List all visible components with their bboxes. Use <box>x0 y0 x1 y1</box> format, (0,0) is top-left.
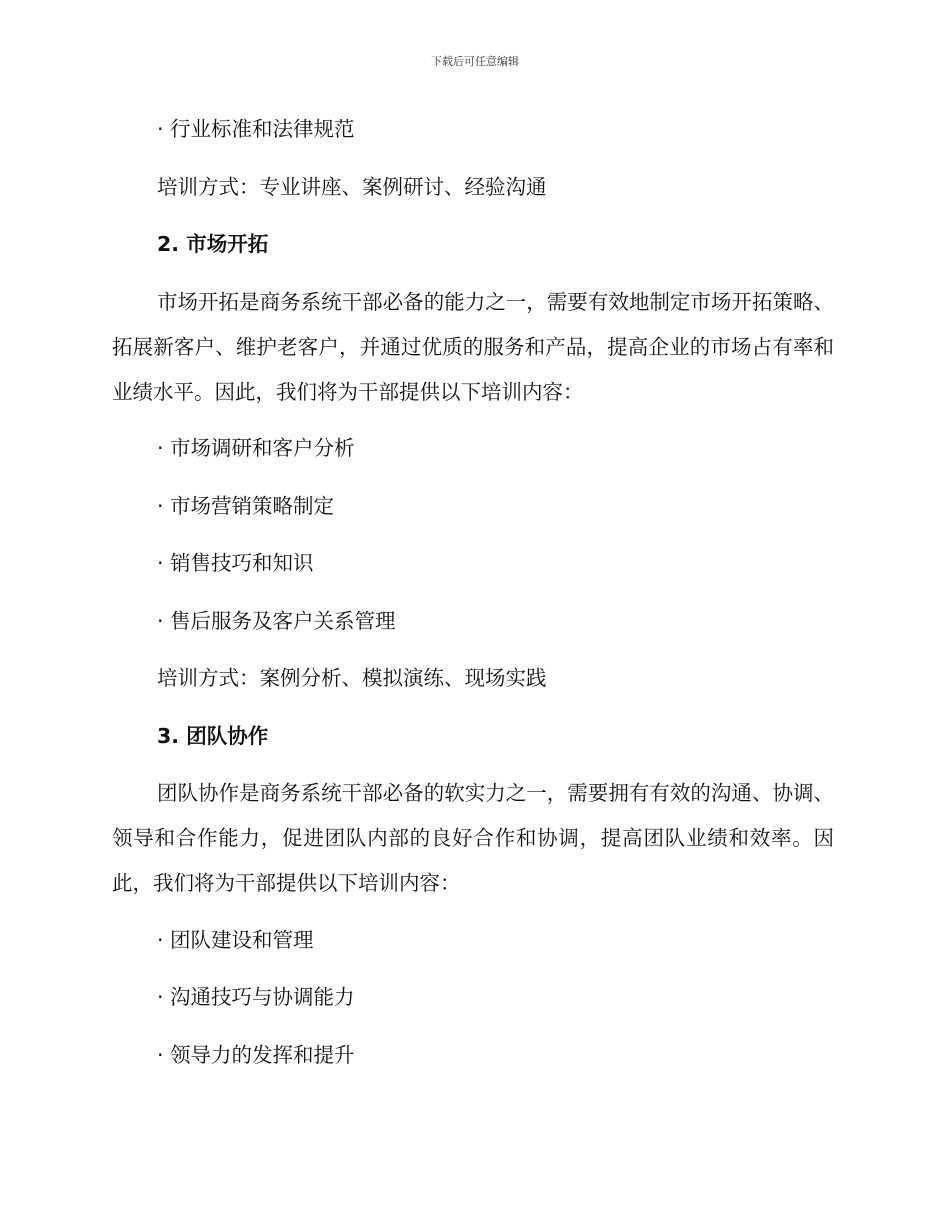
bullet-item-law: · 行业标准和法律规范 <box>157 117 355 141</box>
bullet-item-leadership: · 领导力的发挥和提升 <box>157 1043 355 1067</box>
bullet-item-marketing-strategy: · 市场营销策略制定 <box>157 494 335 518</box>
section-2-heading: 2. 市场开拓 <box>157 232 269 256</box>
training-method-2: 培训方式：案例分析、模拟演练、现场实践 <box>157 666 547 690</box>
bullet-item-communication: · 沟通技巧与协调能力 <box>157 985 355 1009</box>
bullet-item-market-research: · 市场调研和客户分析 <box>157 436 355 460</box>
bullet-item-after-sales: · 售后服务及客户关系管理 <box>157 609 396 633</box>
section-3-heading: 3. 团队协作 <box>157 724 269 748</box>
page-header: 下载后可任意编辑 <box>431 55 519 68</box>
bullet-item-team-building: · 团队建设和管理 <box>157 928 314 952</box>
training-method-1: 培训方式：专业讲座、案例研讨、经验沟通 <box>157 175 547 199</box>
section-2-paragraph: 市场开拓是商务系统干部必备的能力之一，需要有效地制定市场开拓策略、拓展新客户、维护老客户，并通过优质的服务和产品，提高企业的市场占有率和业绩水平。因此，我们将为干部提供以下培训内容： <box>112 290 834 404</box>
section-3-paragraph: 团队协作是商务系统干部必备的软实力之一，需要拥有有效的沟通、协调、领导和合作能力，促进团队内部的良好合作和协调，提高团队业绩和效率。因此，我们将为干部提供以下培训内容： <box>112 781 834 895</box>
bullet-item-sales-skills: · 销售技巧和知识 <box>157 551 314 575</box>
